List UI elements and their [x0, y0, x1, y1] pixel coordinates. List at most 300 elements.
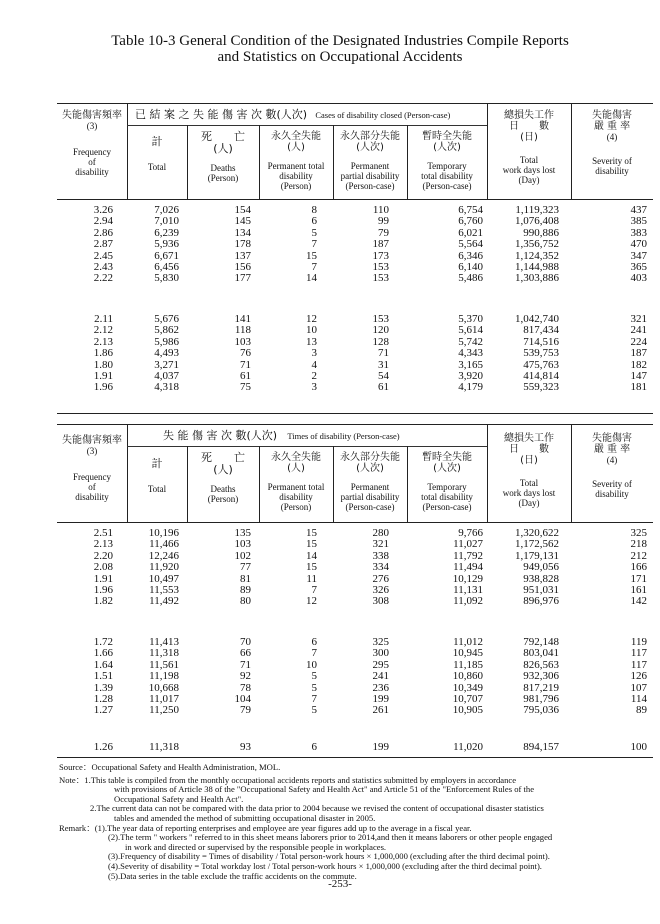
- cell-temporary-total: 10,905: [452, 704, 483, 717]
- cell-total: 5,862: [154, 324, 179, 337]
- cell-permanent-partial: 61: [378, 381, 389, 394]
- cell-work-days-lost: 475,763: [523, 358, 559, 371]
- cell-work-days-lost: 1,144,988: [515, 260, 559, 273]
- cell-deaths: 118: [234, 324, 251, 337]
- cell-total: 4,037: [154, 369, 179, 382]
- cell-severity: 119: [630, 636, 647, 648]
- table-row: [57, 273, 653, 284]
- cell-severity: 212: [630, 549, 647, 562]
- header-permanent-partial: 永久部分失能 (人次) Permanent partial disability (Person-case): [340, 452, 400, 512]
- cell-work-days-lost: 414,814: [523, 369, 559, 382]
- cell-temporary-total: 9,766: [458, 527, 483, 539]
- cell-frequency: 1.72: [93, 636, 113, 648]
- cell-temporary-total: 10,129: [452, 572, 483, 585]
- cell-frequency: 2.20: [93, 549, 113, 562]
- cell-permanent-partial: 308: [372, 595, 389, 608]
- cell-temporary-total: 11,131: [453, 583, 483, 596]
- remark-1: Remark：(1).The year data of reporting enterprises and employee are year figures add up to the average in a fiscal year.: [59, 822, 472, 833]
- cell-severity: 321: [630, 313, 647, 325]
- cell-deaths: 93: [240, 741, 251, 753]
- header-permanent-total: 永久全失能 (人) Permanent total disability (Person): [267, 131, 325, 191]
- cell-deaths: 177: [234, 272, 251, 285]
- cell-total: 7,010: [154, 215, 179, 228]
- table-row: [57, 596, 653, 607]
- cell-work-days-lost: 559,323: [523, 381, 559, 394]
- cell-total: 11,017: [149, 692, 179, 705]
- cell-work-days-lost: 932,306: [523, 670, 559, 683]
- cell-total: 5,676: [154, 313, 179, 325]
- cell-temporary-total: 11,185: [453, 658, 483, 671]
- header-severity: 失能傷害 嚴 重 率 (4) Severity of disability: [592, 433, 632, 499]
- cell-frequency: 1.64: [93, 658, 113, 671]
- cell-deaths: 154: [234, 204, 251, 216]
- cell-frequency: 1.28: [93, 692, 113, 705]
- table-row: [57, 660, 653, 671]
- cell-temporary-total: 4,179: [458, 381, 483, 394]
- cell-frequency: 1.80: [93, 358, 113, 371]
- cell-permanent-total: 14: [306, 549, 317, 562]
- cell-frequency: 2.13: [93, 538, 113, 551]
- cell-temporary-total: 5,614: [458, 324, 483, 337]
- cell-permanent-partial: 199: [372, 692, 389, 705]
- cell-permanent-total: 7: [311, 583, 317, 596]
- cell-total: 4,493: [154, 347, 179, 360]
- cell-frequency: 2.08: [93, 561, 113, 574]
- cell-permanent-total: 7: [311, 260, 317, 273]
- cell-temporary-total: 6,760: [458, 215, 483, 228]
- page-number: -253-: [328, 878, 352, 890]
- cell-deaths: 145: [234, 215, 251, 228]
- cell-temporary-total: 10,707: [452, 692, 483, 705]
- cell-work-days-lost: 1,124,352: [515, 249, 559, 262]
- cell-frequency: 1.82: [93, 595, 113, 608]
- cell-frequency: 1.51: [93, 670, 113, 683]
- table-row: [57, 551, 653, 562]
- cell-permanent-total: 12: [306, 595, 317, 608]
- cell-temporary-total: 3,165: [458, 358, 483, 371]
- cell-permanent-total: 13: [306, 335, 317, 348]
- cell-permanent-partial: 99: [378, 215, 389, 228]
- cell-permanent-total: 11: [306, 572, 317, 585]
- table-row: [57, 382, 653, 393]
- cell-temporary-total: 6,021: [458, 226, 483, 239]
- cell-frequency: 2.45: [93, 249, 113, 262]
- table-row: [57, 539, 653, 550]
- cell-deaths: 80: [240, 595, 251, 608]
- note-2-cont: tables and amended the method of submitting occupational disaster in 2005.: [114, 812, 376, 823]
- cell-severity: 117: [630, 658, 647, 671]
- cell-severity: 117: [630, 647, 647, 660]
- cell-temporary-total: 10,860: [452, 670, 483, 683]
- cell-permanent-partial: 128: [372, 335, 389, 348]
- cell-work-days-lost: 817,219: [523, 681, 559, 694]
- cell-total: 11,466: [149, 538, 179, 551]
- cell-permanent-total: 15: [306, 249, 317, 262]
- title-line-1: Table 10-3 General Condition of the Designated Industries Compile Reports: [111, 33, 569, 49]
- cell-permanent-total: 7: [311, 692, 317, 705]
- cell-deaths: 79: [240, 704, 251, 717]
- cell-work-days-lost: 1,179,131: [515, 549, 559, 562]
- cell-severity: 107: [630, 681, 647, 694]
- cell-permanent-total: 4: [311, 358, 317, 371]
- remark-5: (5).Data series in the table exclude the traffic accidents on the commute.: [108, 870, 357, 881]
- cell-severity: 385: [630, 215, 647, 228]
- table-row: [57, 574, 653, 585]
- remark-4: (4).Severity of disability = Total workday lost / Total person-work hours × 1,000,000 (excluding after the third decimal point).: [108, 860, 542, 871]
- header-deaths: 死 亡 (人) Deaths (Person): [201, 451, 245, 504]
- cell-permanent-total: 10: [306, 324, 317, 337]
- cell-total: 6,239: [154, 226, 179, 239]
- cell-work-days-lost: 826,563: [523, 658, 559, 671]
- cell-severity: 241: [630, 324, 647, 337]
- header-work-days-lost: 總損失工作 日 數 (日) Total work days lost (Day): [502, 110, 556, 185]
- cell-severity: 224: [630, 335, 647, 348]
- cell-total: 5,936: [154, 238, 179, 251]
- rows-block: [57, 314, 653, 394]
- cell-frequency: 1.39: [93, 681, 113, 694]
- cell-temporary-total: 11,792: [453, 549, 483, 562]
- cell-temporary-total: 3,920: [458, 369, 483, 382]
- cell-frequency: 1.27: [93, 704, 113, 717]
- cell-deaths: 76: [240, 347, 251, 360]
- cell-total: 11,198: [149, 670, 179, 683]
- cell-frequency: 1.96: [93, 583, 113, 596]
- source-note: Source：Occupational Safety and Health Administration, MOL.: [59, 762, 281, 772]
- cell-total: 10,668: [148, 681, 179, 694]
- cell-severity: 100: [630, 741, 647, 753]
- cell-permanent-total: 7: [311, 238, 317, 251]
- cell-deaths: 70: [240, 636, 251, 648]
- table-row: [57, 562, 653, 573]
- cell-deaths: 141: [234, 313, 251, 325]
- cell-work-days-lost: 896,976: [523, 595, 559, 608]
- remark-3: (3).Frequency of disability = Times of disability / Total person-work hours × 1,000,000 (excluding after the third decimal point).: [108, 851, 550, 862]
- cell-severity: 347: [630, 249, 647, 262]
- cell-work-days-lost: 981,796: [523, 692, 559, 705]
- table-row: [57, 528, 653, 539]
- rows-block: [57, 528, 653, 608]
- cell-total: 11,920: [149, 561, 179, 574]
- table-row: [57, 648, 653, 659]
- cell-work-days-lost: 894,157: [523, 741, 559, 753]
- cell-total: 11,413: [149, 636, 179, 648]
- cell-permanent-partial: 300: [372, 647, 389, 660]
- cell-frequency: 2.11: [94, 313, 113, 325]
- table-row: [57, 348, 653, 359]
- cell-total: 11,318: [149, 741, 179, 753]
- cell-frequency: 1.96: [93, 381, 113, 394]
- note-1: Note：1.This table is compiled from the monthly occupational accidents reports and statistics submitted by employers in accordance: [59, 774, 517, 785]
- header-severity: 失能傷害 嚴 重 率 (4) Severity of disability: [592, 110, 632, 176]
- table-times-of-disability: [57, 424, 653, 758]
- cell-permanent-total: 15: [306, 561, 317, 574]
- cell-total: 10,196: [148, 527, 179, 539]
- note-1-cont: Occupational Safety and Health Act".: [114, 793, 244, 804]
- cell-total: 4,318: [154, 381, 179, 394]
- cell-temporary-total: 6,754: [458, 204, 483, 216]
- cell-permanent-total: 2: [311, 369, 317, 382]
- cell-temporary-total: 10,945: [452, 647, 483, 660]
- cell-deaths: 71: [240, 658, 251, 671]
- table-row: [57, 694, 653, 705]
- header-permanent-total: 永久全失能 (人) Permanent total disability (Person): [267, 452, 325, 512]
- cell-severity: 171: [630, 572, 647, 585]
- cell-work-days-lost: 539,753: [523, 347, 559, 360]
- table-header: [57, 104, 653, 200]
- cell-permanent-total: 6: [311, 741, 317, 753]
- remark-2: (2).The term " workers " referred to in this sheet means laborers prior to 2014,and then it means laborers or other people engaged: [108, 832, 553, 843]
- cell-temporary-total: 11,092: [453, 595, 483, 608]
- cell-severity: 383: [630, 226, 647, 239]
- cell-permanent-partial: 261: [372, 704, 389, 717]
- header-temporary-total: 暫時全失能 (人次) Temporary total disability (Person-case): [421, 452, 473, 512]
- cell-deaths: 137: [234, 249, 251, 262]
- cell-permanent-partial: 338: [372, 549, 389, 562]
- cell-work-days-lost: 990,886: [523, 226, 559, 239]
- cell-deaths: 78: [240, 681, 251, 694]
- table-cases-closed: [57, 103, 653, 414]
- table-row: [57, 314, 653, 325]
- cell-permanent-partial: 276: [372, 572, 389, 585]
- cell-permanent-total: 6: [311, 636, 317, 648]
- cell-permanent-partial: 110: [372, 204, 389, 216]
- cell-temporary-total: 5,486: [458, 272, 483, 285]
- cell-severity: 147: [630, 369, 647, 382]
- cell-temporary-total: 6,140: [458, 260, 483, 273]
- cell-permanent-partial: 153: [372, 272, 389, 285]
- table-row: [57, 742, 653, 753]
- cell-frequency: 2.43: [93, 260, 113, 273]
- table-row: [57, 705, 653, 716]
- cell-severity: 89: [636, 704, 647, 717]
- cell-temporary-total: 5,564: [458, 238, 483, 251]
- cell-permanent-total: 3: [311, 381, 317, 394]
- cell-deaths: 135: [234, 527, 251, 539]
- cell-deaths: 103: [234, 538, 251, 551]
- header-total: 計 Total: [147, 135, 167, 172]
- cell-permanent-partial: 326: [372, 583, 389, 596]
- header-frequency: 失能傷害頻率 (3) Frequency of disability: [62, 435, 122, 502]
- rows-block: [57, 637, 653, 717]
- cell-severity: 470: [630, 238, 647, 251]
- cell-frequency: 1.91: [93, 369, 113, 382]
- cell-total: 6,456: [154, 260, 179, 273]
- cell-work-days-lost: 1,356,752: [515, 238, 559, 251]
- header-permanent-partial: 永久部分失能 (人次) Permanent partial disability (Person-case): [340, 131, 400, 191]
- table-row: [57, 683, 653, 694]
- header-total: 計 Total: [147, 457, 167, 494]
- cell-deaths: 103: [234, 335, 251, 348]
- cell-frequency: 1.86: [93, 347, 113, 360]
- cell-deaths: 178: [234, 238, 251, 251]
- cell-deaths: 71: [240, 358, 251, 371]
- cell-temporary-total: 11,012: [453, 636, 483, 648]
- cell-temporary-total: 4,343: [458, 347, 483, 360]
- cell-permanent-partial: 334: [372, 561, 389, 574]
- cell-permanent-partial: 280: [372, 527, 389, 539]
- cell-permanent-partial: 199: [372, 741, 389, 753]
- cell-work-days-lost: 1,119,323: [515, 204, 559, 216]
- cell-severity: 114: [630, 692, 647, 705]
- cell-total: 11,250: [149, 704, 179, 717]
- cell-total: 11,561: [149, 658, 179, 671]
- cell-deaths: 66: [240, 647, 251, 660]
- cell-deaths: 104: [234, 692, 251, 705]
- table-row: [57, 239, 653, 250]
- cell-work-days-lost: 938,828: [523, 572, 559, 585]
- cell-severity: 181: [630, 381, 647, 394]
- cell-total: 12,246: [148, 549, 179, 562]
- cell-permanent-partial: 71: [378, 347, 389, 360]
- cell-permanent-total: 3: [311, 347, 317, 360]
- cell-permanent-partial: 153: [372, 260, 389, 273]
- cell-permanent-partial: 153: [372, 313, 389, 325]
- cell-permanent-total: 7: [311, 647, 317, 660]
- cell-total: 11,553: [149, 583, 179, 596]
- cell-severity: 182: [630, 358, 647, 371]
- cell-work-days-lost: 792,148: [523, 636, 559, 648]
- cell-temporary-total: 5,370: [458, 313, 483, 325]
- group-header: 已 結 案 之 失 能 傷 害 次 數(人次) Cases of disability closed (Person-case): [135, 108, 451, 121]
- rows-block: [57, 742, 653, 753]
- cell-permanent-partial: 295: [372, 658, 389, 671]
- cell-permanent-total: 15: [306, 527, 317, 539]
- cell-permanent-total: 14: [306, 272, 317, 285]
- cell-permanent-partial: 173: [372, 249, 389, 262]
- cell-total: 6,671: [154, 249, 179, 262]
- cell-deaths: 102: [234, 549, 251, 562]
- cell-severity: 325: [630, 527, 647, 539]
- rows-block: [57, 205, 653, 285]
- cell-permanent-total: 5: [311, 226, 317, 239]
- table-row: [57, 671, 653, 682]
- cell-temporary-total: 11,027: [453, 538, 483, 551]
- cell-work-days-lost: 1,320,622: [515, 527, 559, 539]
- cell-permanent-partial: 120: [372, 324, 389, 337]
- cell-deaths: 89: [240, 583, 251, 596]
- cell-total: 5,986: [154, 335, 179, 348]
- table-row: [57, 251, 653, 262]
- cell-work-days-lost: 949,056: [523, 561, 559, 574]
- cell-permanent-partial: 241: [372, 670, 389, 683]
- cell-temporary-total: 11,020: [453, 741, 483, 753]
- table-row: [57, 637, 653, 648]
- header-temporary-total: 暫時全失能 (人次) Temporary total disability (Person-case): [421, 131, 473, 191]
- cell-work-days-lost: 1,076,408: [515, 215, 559, 228]
- cell-work-days-lost: 951,031: [523, 583, 559, 596]
- cell-permanent-partial: 31: [378, 358, 389, 371]
- cell-work-days-lost: 1,042,740: [515, 313, 559, 325]
- cell-frequency: 2.94: [93, 215, 113, 228]
- cell-frequency: 2.13: [93, 335, 113, 348]
- cell-permanent-partial: 325: [372, 636, 389, 648]
- cell-deaths: 134: [234, 226, 251, 239]
- title-line-2: and Statistics on Occupational Accidents: [217, 49, 463, 65]
- table-row: [57, 337, 653, 348]
- cell-permanent-total: 5: [311, 670, 317, 683]
- cell-total: 5,830: [154, 272, 179, 285]
- cell-deaths: 75: [240, 381, 251, 394]
- cell-deaths: 156: [234, 260, 251, 273]
- table-row: [57, 216, 653, 227]
- cell-permanent-total: 5: [311, 704, 317, 717]
- cell-total: 11,318: [149, 647, 179, 660]
- cell-permanent-total: 8: [311, 204, 317, 216]
- cell-permanent-total: 6: [311, 215, 317, 228]
- cell-permanent-total: 12: [306, 313, 317, 325]
- cell-severity: 126: [630, 670, 647, 683]
- cell-total: 10,497: [148, 572, 179, 585]
- cell-severity: 161: [630, 583, 647, 596]
- note-1-cont: with provisions of Article 38 of the "Occupational Safety and Health Act" and Article 51 of the "Enforcement Rules of the: [114, 784, 535, 795]
- cell-temporary-total: 11,494: [453, 561, 483, 574]
- table-row: [57, 228, 653, 239]
- cell-temporary-total: 10,349: [452, 681, 483, 694]
- cell-frequency: 1.66: [93, 647, 113, 660]
- header-frequency: 失能傷害頻率 (3) Frequency of disability: [62, 110, 122, 177]
- cell-severity: 166: [630, 561, 647, 574]
- cell-temporary-total: 5,742: [458, 335, 483, 348]
- cell-work-days-lost: 714,516: [523, 335, 559, 348]
- table-row: [57, 360, 653, 371]
- cell-frequency: 3.26: [93, 204, 113, 216]
- cell-frequency: 1.26: [93, 741, 113, 753]
- cell-severity: 365: [630, 260, 647, 273]
- cell-work-days-lost: 817,434: [523, 324, 559, 337]
- cell-permanent-total: 15: [306, 538, 317, 551]
- cell-severity: 218: [630, 538, 647, 551]
- cell-severity: 187: [630, 347, 647, 360]
- table-row: [57, 205, 653, 216]
- cell-permanent-total: 5: [311, 681, 317, 694]
- cell-frequency: 2.22: [93, 272, 113, 285]
- cell-permanent-partial: 54: [378, 369, 389, 382]
- cell-permanent-total: 10: [306, 658, 317, 671]
- table-header: [57, 425, 653, 523]
- cell-total: 11,492: [149, 595, 179, 608]
- cell-permanent-partial: 321: [372, 538, 389, 551]
- cell-work-days-lost: 1,172,562: [515, 538, 559, 551]
- cell-total: 3,271: [154, 358, 179, 371]
- table-title: [0, 33, 660, 65]
- cell-permanent-partial: 187: [372, 238, 389, 251]
- table-row: [57, 371, 653, 382]
- cell-severity: 437: [630, 204, 647, 216]
- cell-permanent-partial: 79: [378, 226, 389, 239]
- cell-permanent-partial: 236: [372, 681, 389, 694]
- cell-work-days-lost: 795,036: [523, 704, 559, 717]
- cell-deaths: 81: [240, 572, 251, 585]
- cell-total: 7,026: [154, 204, 179, 216]
- footnotes: [59, 763, 654, 881]
- table-row: [57, 325, 653, 336]
- header-work-days-lost: 總損失工作 日 數 (日) Total work days lost (Day): [502, 433, 556, 508]
- cell-frequency: 2.87: [93, 238, 113, 251]
- cell-temporary-total: 6,346: [458, 249, 483, 262]
- table-row: [57, 262, 653, 273]
- note-2: 2.The current data can not be compared with the data prior to 2004 because we revised the content of occupational disaster statistics: [90, 803, 544, 814]
- cell-frequency: 2.12: [93, 324, 113, 337]
- cell-frequency: 1.91: [93, 572, 113, 585]
- cell-work-days-lost: 803,041: [523, 647, 559, 660]
- table-row: [57, 585, 653, 596]
- cell-deaths: 61: [240, 369, 251, 382]
- cell-severity: 403: [630, 272, 647, 285]
- cell-frequency: 2.86: [93, 226, 113, 239]
- cell-deaths: 77: [240, 561, 251, 574]
- remark-2-cont: in work and directed or supervised by the responsible people in workplaces.: [125, 841, 387, 852]
- group-header: 失 能 傷 害 次 數(人次) Times of disability (Person-case): [163, 429, 400, 442]
